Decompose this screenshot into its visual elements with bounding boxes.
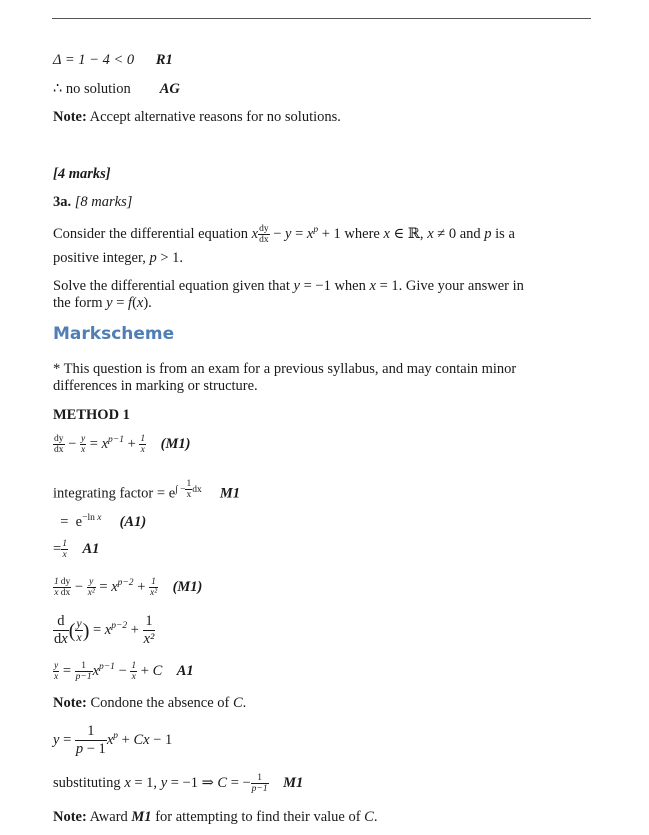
note-line-1 (53, 109, 341, 126)
question-line-1: Consider the differential equation x $\frac{dy}{dx}$ − $y = x^p + 1$ where x ∈ ℝ, x ≠ 0 and p is a (53, 224, 515, 246)
step-9: substituting x = 1, y = −1 ⇒ C = − $\frac{1}{p-1}$ M1 (53, 773, 304, 794)
mark-r1: R1 (155, 52, 173, 68)
mark-a1-bracket: (A1) (119, 514, 147, 530)
step-5: $\frac{1}{x}$ $\frac{dy}{dx}$ − $\frac{y}{\text{x²}}$ = $x^{p-2}$ + $\frac{1}{\text{x²}}$ (M1) (54, 577, 203, 599)
step-4: = $\frac{1}{x}$ A1 (53, 539, 100, 560)
disclaimer-line-2: differences in marking or structure. (53, 378, 258, 394)
mark-m1: M1 (219, 485, 240, 502)
delta-expression: Δ = 1 − 4 < 0 (53, 52, 135, 68)
note-line-2: Note: Condone the absence of C. (53, 695, 247, 711)
step-2: integrating factor = $e^{\int - \frac{1}{x} dx}$ M1 (53, 479, 240, 502)
disclaimer-line-1: * This question is from an exam for a previous syllabus, and may contain minor (53, 361, 517, 377)
note-text: Accept alternative reasons for no solutions. (86, 109, 341, 125)
question-line-4: the form y = f(x). (53, 295, 152, 311)
mark-m1-bracket: (M1) (160, 436, 191, 452)
mark-ag: AG (159, 81, 180, 97)
step-1: $\frac{dy}{dx}$ − $\frac{y}{x}$ = $x^{p-1}$ + $\frac{1}{x}$ (M1) (54, 434, 191, 456)
step-6: $\frac{d}{dx}$ ( $\frac{y}{x}$ ) = $x^{p-2}$ + $\frac{1}{\text{x²}}$ (54, 613, 155, 647)
question-header (53, 194, 132, 211)
marks-total: [4 marks] (53, 166, 111, 182)
question-line-3: Solve the differential equation given that y = −1 when x = 1. Give your answer in (53, 278, 524, 294)
question-line-2: positive integer, p > 1. (53, 250, 184, 266)
question-text-a: Consider the differential equation (53, 226, 252, 242)
mark-a1: A1 (82, 540, 100, 557)
mark-a1-2: A1 (176, 663, 194, 679)
markscheme-heading: Markscheme (53, 324, 175, 344)
top-rule (52, 18, 591, 19)
question-number: 3a. (53, 194, 72, 210)
note-line-3: Note: Award M1 for attempting to find their value of C. (53, 809, 378, 825)
step-8: y = $\frac{1}{p - 1}$ $x^p + Cx - 1$ (53, 723, 173, 757)
no-solution-line (53, 81, 180, 98)
note-label: Note: (53, 109, 87, 125)
question-marks: [8 marks] (71, 194, 133, 210)
method-label: METHOD 1 (53, 407, 130, 423)
step-3: = $e^{-ln x}$ (A1) (53, 513, 147, 530)
mark-m1-2: M1 (283, 774, 304, 791)
no-solution-text: ∴ no solution (53, 81, 131, 97)
mark-m1-bracket-2: (M1) (172, 579, 203, 595)
step-7: $\frac{y}{x}$ = $\frac{1}{p-1}$ $x^{p-1}$ − $\frac{1}{x}$ + C A1 (54, 661, 194, 683)
dy-dx-fraction: $\frac{dy}{dx}$ (259, 224, 269, 246)
delta-line (53, 52, 173, 69)
